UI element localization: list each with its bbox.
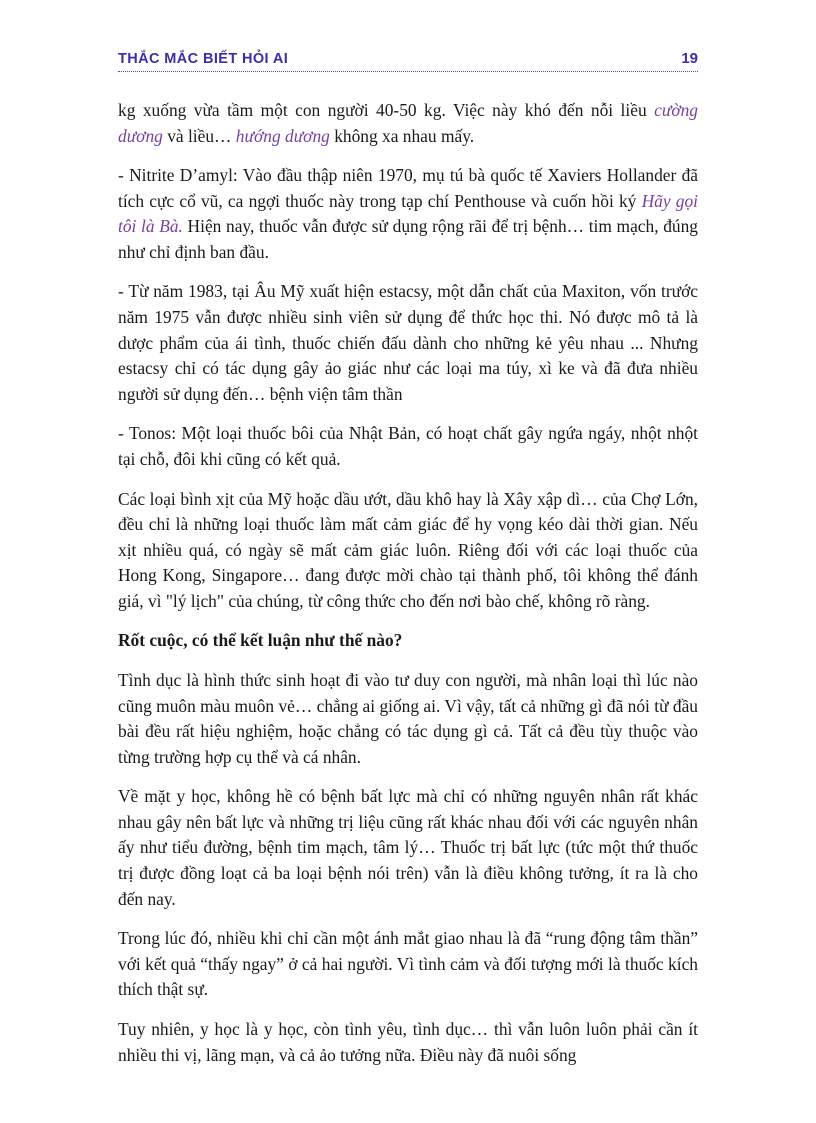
paragraph-5: Các loại bình xịt của Mỹ hoặc dầu ướt, dầu khô hay là Xây xập dì… của Chợ Lớn, đều chỉ là những loại thuốc làm mất cảm giác để hy vọng kéo dài thời gian. Nếu xịt nhiều quá, có ngày sẽ mất cảm giác luôn. Riêng đối với các loại thuốc của Hong Kong, Singapore… đang được mời chào tại thành phố, tôi không thể đánh giá, vì "lý lịch" của chúng, từ công thức cho đến nơi bào chế, không rõ ràng. [118,488,698,611]
paragraph-6: Tình dục là hình thức sinh hoạt đi vào tư duy con người, mà nhân loại thì lúc nào cũng muôn màu muôn vẻ… chẳng ai giống ai. Vì vậy, tất cả những gì đã nói từ đầu bài đều rất hiệu nghiệm, hoặc chẳng có tác dụng gì cả. Tất cả đều tùy thuộc vào từng trường hợp cụ thể và cá nhân. [118,669,698,767]
paragraph-9: Tuy nhiên, y học là y học, còn tình yêu, tình dục… thì vẫn luôn luôn phải cần ít nhiều thi vị, lãng mạn, và cả ảo tưởng nữa. Điều này đã nuôi sống [118,1018,698,1065]
paragraph-8: Trong lúc đó, nhiều khi chỉ cần một ánh mắt giao nhau là đã “rung động tâm thần” với kết quả “thấy ngay” ở cả hai người. Vì tình cảm và đối tượng mới là thuốc kích thích thật sự. [118,928,698,1000]
page-header [118,50,698,72]
paragraph-3: - Từ năm 1983, tại Âu Mỹ xuất hiện estacsy, một dẫn chất của Maxiton, vốn trước năm 1975 vẫn được nhiều sinh viên sử dụng để thức học thi. Nó được mô tả là dược phẩm của ái tình, thuốc chiến đấu dành cho những kẻ yêu nhau ... Nhưng estacsy chỉ có tác dụng gây ảo giác như các loại ma túy, xì ke và đã đưa nhiều người sử dụng đến… bệnh viện tâm thần [118,281,698,404]
paragraph-1-lead: kg xuống vừa tầm một con người 40-50 kg. Việc này khó đến nỗi liều [118,100,655,120]
paragraph-1 [118,98,698,149]
paragraph-7: Về mặt y học, không hề có bệnh bất lực mà chỉ có những nguyên nhân rất khác nhau gây nên bất lực và những trị liệu cũng rất khác nhau đối với các nguyên nhân ấy như tiểu đường, bệnh tim mạch, tâm lý… Thuốc trị bất lực (tức một thứ thuốc trị được đồng loạt cả ba loại bệnh nói trên) vẫn là điều không tưởng, ít ra là cho đến nay. [118,786,698,909]
section-heading: Rốt cuộc, có thể kết luận như thế nào? [118,630,403,651]
paragraph-1-mid: và liều… [162,125,236,146]
emphasis-book-title: Hãy gọi tôi là Bà. [118,190,699,237]
paragraph-2 [118,163,698,265]
emphasis-cuong-duong: cường dương [118,100,698,146]
paragraph-1-tail: không xa nhau mấy. [329,125,475,146]
page-body [118,98,698,1068]
paragraph-2-tail: Hiện nay, thuốc vẫn được sử dụng rộng rãi để trị bệnh… tim mạch, đúng như chỉ định ban đầu. [118,216,698,262]
emphasis-huong-duong: hướng dương [235,125,330,146]
page-number: 19 [681,50,698,67]
book-title: THẮC MẮC BIẾT HỎI AI [118,51,289,67]
paragraph-4: - Tonos: Một loại thuốc bôi của Nhật Bản, có hoạt chất gây ngứa ngáy, nhột nhột tại chỗ, đôi khi cũng có kết quả. [118,423,698,469]
paragraph-2-lead: - Nitrite D’amyl: Vào đầu thập niên 1970, mụ tú bà quốc tế Xaviers Hollander đã tích cực cổ vũ, ca ngợi thuốc này trong tạp chí Penthouse và cuốn hồi ký [118,165,698,211]
